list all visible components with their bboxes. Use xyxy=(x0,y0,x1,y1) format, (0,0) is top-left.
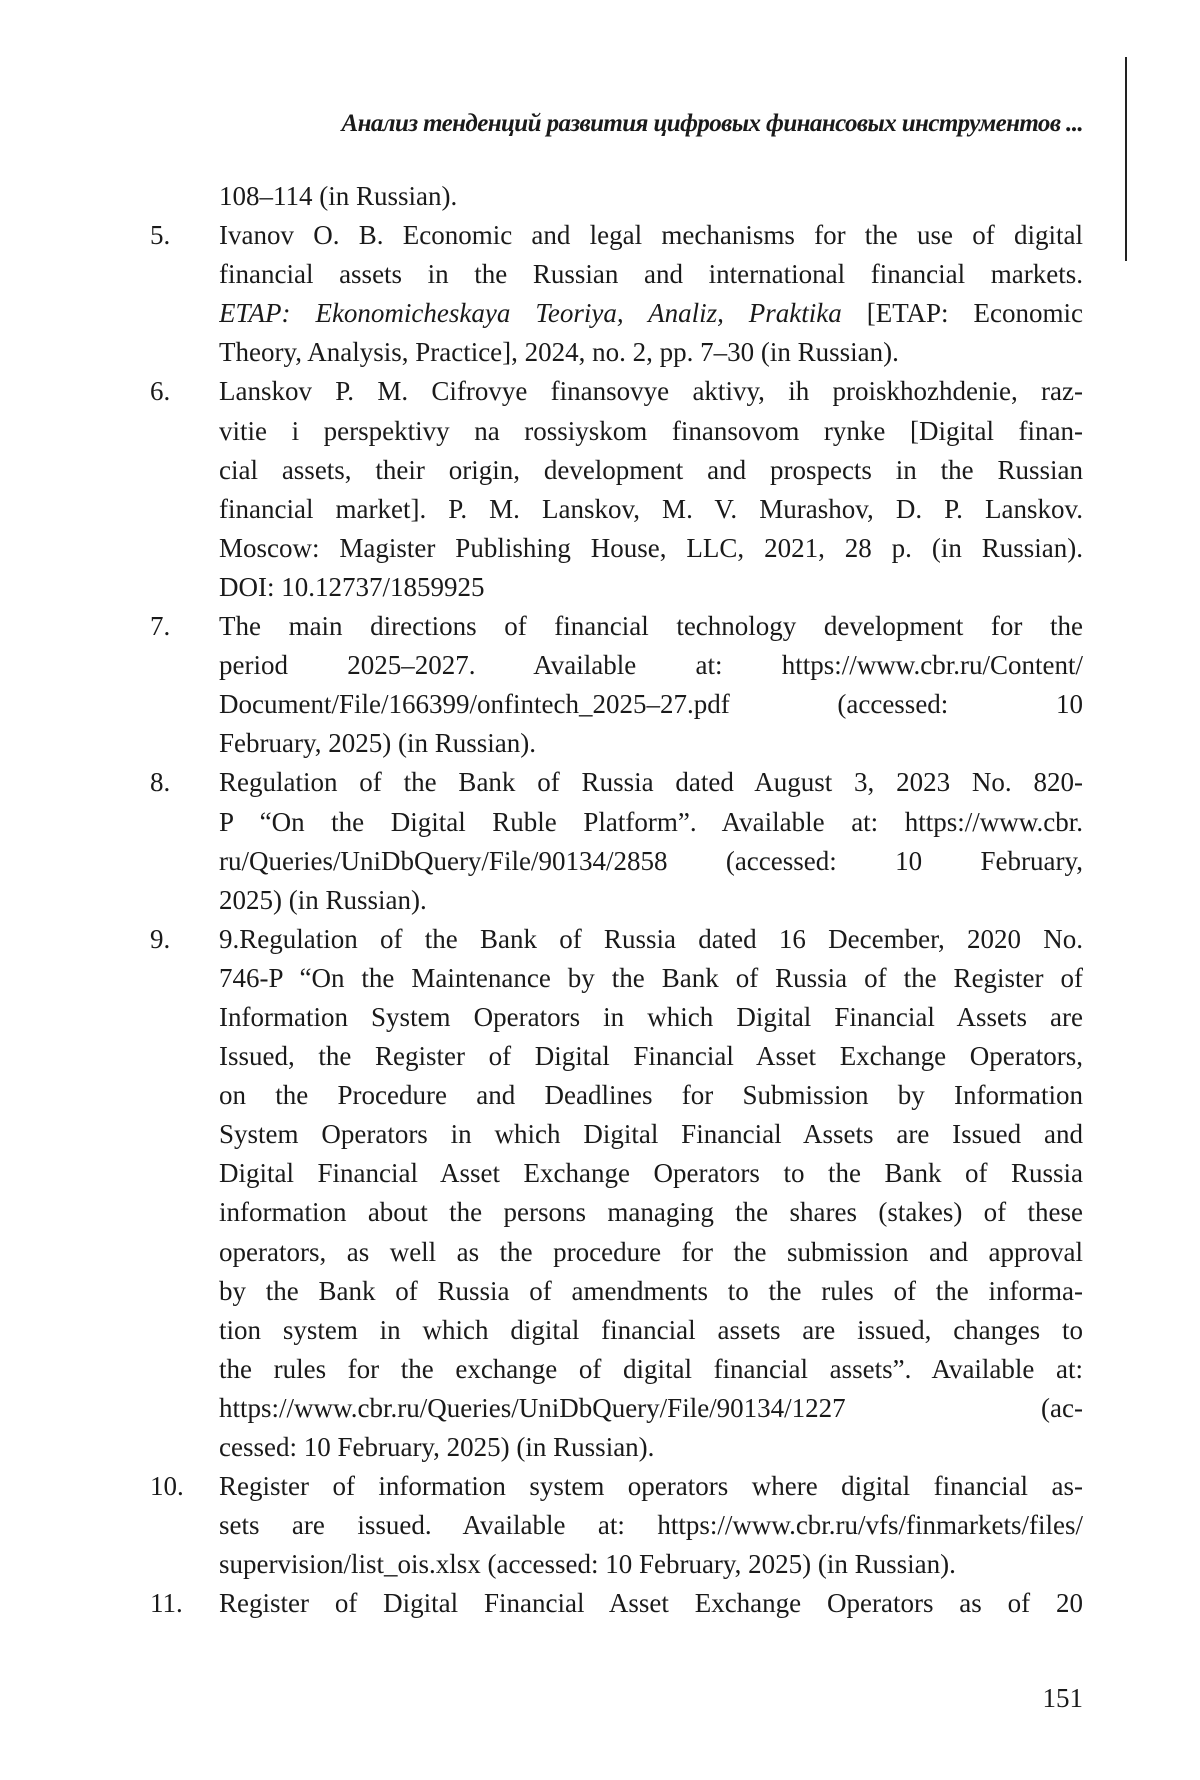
reference-text: ru/Queries/UniDbQuery/File/90134/2858 (accessed: 10 February, xyxy=(219,842,1083,881)
reference-text: https://www.cbr.ru/Queries/UniDbQuery/File/90134/1227 (ac- xyxy=(219,1389,1083,1428)
reference-line xyxy=(0,216,1200,255)
reference-text: 2025) (in Russian). xyxy=(219,881,1083,920)
reference-text: financial assets in the Russian and international financial markets. xyxy=(219,255,1083,294)
reference-line xyxy=(0,646,1200,685)
reference-line xyxy=(0,1311,1200,1350)
reference-line xyxy=(0,920,1200,959)
reference-line xyxy=(0,177,1200,216)
reference-line xyxy=(0,255,1200,294)
reference-number: 9. xyxy=(150,920,200,959)
journal-title: ETAP: Ekonomicheskaya Teoriya, Analiz, Praktika xyxy=(219,298,842,328)
reference-line xyxy=(0,1037,1200,1076)
reference-line xyxy=(0,529,1200,568)
reference-line xyxy=(0,1115,1200,1154)
reference-text: financial market]. P. M. Lanskov, M. V. Murashov, D. P. Lanskov. xyxy=(219,490,1083,529)
reference-text: Document/File/166399/onfintech_2025–27.pdf (accessed: 10 xyxy=(219,685,1083,724)
reference-text: February, 2025) (in Russian). xyxy=(219,724,1083,763)
reference-text: Regulation of the Bank of Russia dated August 3, 2023 No. 820- xyxy=(219,763,1083,802)
reference-text: Information System Operators in which Digital Financial Assets are xyxy=(219,998,1083,1037)
reference-text: supervision/list_ois.xlsx (accessed: 10 February, 2025) (in Russian). xyxy=(219,1545,1083,1584)
reference-line xyxy=(0,763,1200,802)
reference-text: DOI: 10.12737/1859925 xyxy=(219,568,1083,607)
reference-line xyxy=(0,1272,1200,1311)
reference-text: by the Bank of Russia of amendments to the rules of the informa- xyxy=(219,1272,1083,1311)
reference-line xyxy=(0,998,1200,1037)
reference-line xyxy=(0,1233,1200,1272)
reference-line xyxy=(0,490,1200,529)
reference-text: tion system in which digital financial assets are issued, changes to xyxy=(219,1311,1083,1350)
reference-number: 10. xyxy=(150,1467,200,1506)
reference-number: 11. xyxy=(150,1584,200,1623)
reference-line xyxy=(0,1154,1200,1193)
reference-text: Theory, Analysis, Practice], 2024, no. 2, pp. 7–30 (in Russian). xyxy=(219,333,1083,372)
reference-text xyxy=(219,294,1083,333)
reference-text: Register of information system operators where digital financial as- xyxy=(219,1467,1083,1506)
reference-text: Ivanov O. B. Economic and legal mechanisms for the use of digital xyxy=(219,216,1083,255)
reference-line xyxy=(0,1467,1200,1506)
reference-text: period 2025–2027. Available at: https://www.cbr.ru/Content/ xyxy=(219,646,1083,685)
reference-number: 5. xyxy=(150,216,200,255)
reference-list xyxy=(0,177,1200,1623)
reference-text: sets are issued. Available at: https://www.cbr.ru/vfs/finmarkets/files/ xyxy=(219,1506,1083,1545)
reference-line xyxy=(0,294,1200,333)
reference-text: on the Procedure and Deadlines for Submission by Information xyxy=(219,1076,1083,1115)
reference-line xyxy=(0,881,1200,920)
reference-line xyxy=(0,1389,1200,1428)
reference-text: 108–114 (in Russian). xyxy=(219,177,1083,216)
reference-text: Issued, the Register of Digital Financial Asset Exchange Operators, xyxy=(219,1037,1083,1076)
reference-line xyxy=(0,1193,1200,1232)
reference-line xyxy=(0,1545,1200,1584)
reference-line xyxy=(0,607,1200,646)
running-header: Анализ тенденций развития цифровых финансовых инструментов ... xyxy=(205,110,1083,138)
reference-text-rest: [ETAP: Economic xyxy=(842,298,1083,328)
page-number: 151 xyxy=(1000,1683,1083,1714)
reference-line xyxy=(0,1584,1200,1623)
reference-line xyxy=(0,1506,1200,1545)
reference-text: Digital Financial Asset Exchange Operators to the Bank of Russia xyxy=(219,1154,1083,1193)
reference-text: cessed: 10 February, 2025) (in Russian). xyxy=(219,1428,1083,1467)
reference-line xyxy=(0,685,1200,724)
reference-text: the rules for the exchange of digital financial assets”. Available at: xyxy=(219,1350,1083,1389)
reference-text: Moscow: Magister Publishing House, LLC, 2021, 28 p. (in Russian). xyxy=(219,529,1083,568)
reference-line xyxy=(0,1076,1200,1115)
reference-text: The main directions of financial technology development for the xyxy=(219,607,1083,646)
reference-text: information about the persons managing the shares (stakes) of these xyxy=(219,1193,1083,1232)
reference-number: 7. xyxy=(150,607,200,646)
reference-text: 746-P “On the Maintenance by the Bank of Russia of the Register of xyxy=(219,959,1083,998)
reference-number: 6. xyxy=(150,372,200,411)
reference-line xyxy=(0,333,1200,372)
reference-line xyxy=(0,959,1200,998)
reference-number: 8. xyxy=(150,763,200,802)
reference-text: cial assets, their origin, development and prospects in the Russian xyxy=(219,451,1083,490)
reference-text: Lanskov P. M. Cifrovye finansovye aktivy, ih proiskhozhdenie, raz- xyxy=(219,372,1083,411)
reference-line xyxy=(0,724,1200,763)
reference-line xyxy=(0,1428,1200,1467)
reference-line xyxy=(0,372,1200,411)
reference-line xyxy=(0,842,1200,881)
reference-line xyxy=(0,568,1200,607)
reference-text: System Operators in which Digital Financial Assets are Issued and xyxy=(219,1115,1083,1154)
reference-text: operators, as well as the procedure for the submission and approval xyxy=(219,1233,1083,1272)
reference-text: Register of Digital Financial Asset Exchange Operators as of 20 xyxy=(219,1584,1083,1623)
reference-line xyxy=(0,803,1200,842)
reference-line xyxy=(0,451,1200,490)
reference-text: P “On the Digital Ruble Platform”. Available at: https://www.cbr. xyxy=(219,803,1083,842)
reference-line xyxy=(0,1350,1200,1389)
reference-text: vitie i perspektivy na rossiyskom finansovom rynke [Digital finan- xyxy=(219,412,1083,451)
reference-line xyxy=(0,412,1200,451)
reference-text: 9.Regulation of the Bank of Russia dated 16 December, 2020 No. xyxy=(219,920,1083,959)
